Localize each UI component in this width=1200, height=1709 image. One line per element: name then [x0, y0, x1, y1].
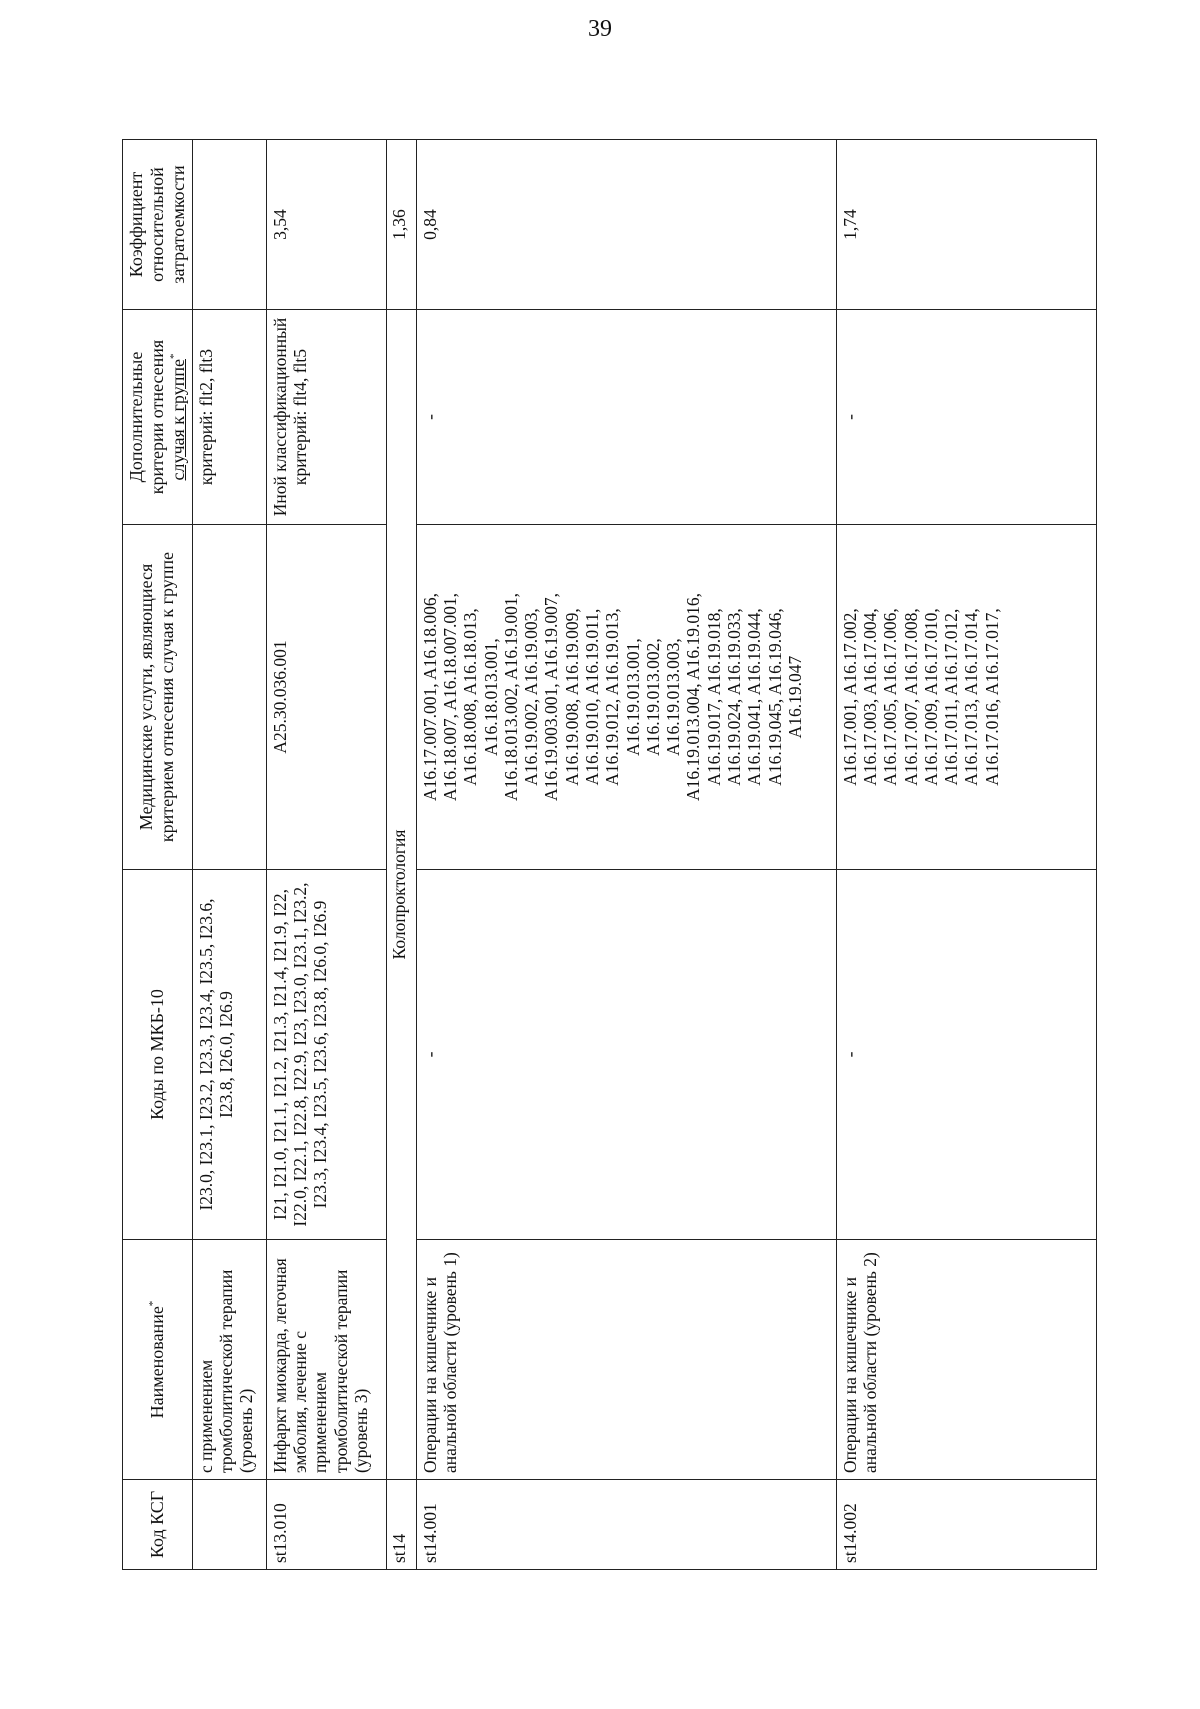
cell-name: Операции на кишечнике и анальной области (уровень 1)	[416, 1240, 836, 1480]
cell-coef: 3,54	[266, 140, 386, 310]
header-name: Наименование*	[123, 1240, 193, 1480]
cell-name: Операции на кишечнике и анальной области (уровень 2)	[836, 1240, 1096, 1480]
cell-code: st14	[386, 1480, 416, 1570]
cell-med: A16.17.001, A16.17.002, A16.17.003, A16.17.004, A16.17.005, A16.17.006, A16.17.007, A16.17.008, A16.17.009, A16.17.010, A16.17.011, A16.17.012, A16.17.013, A16.17.014, A16.17.016, A16.17.017,	[836, 525, 1096, 870]
table-row	[836, 140, 1096, 1570]
cell-criteria: Иной классификационный критерий: flt4, flt5	[266, 310, 386, 525]
cell-icd: I21, I21.0, I21.1, I21.2, I21.3, I21.4, I21.9, I22, I22.0, I22.1, I22.8, I22.9, I23, I23.0, I23.1, I23.2, I23.3, I23.4, I23.5, I23.6, I23.8, I26.0, I26.9	[266, 870, 386, 1240]
cell-code: st13.010	[266, 1480, 386, 1570]
header-coefficient: Коэффициент относительной затратоемкости	[123, 140, 193, 310]
cell-code: st14.002	[836, 1480, 1096, 1570]
table-row-section	[386, 140, 416, 1570]
cell-coef	[192, 140, 266, 310]
ksg-table-rotated	[122, 140, 1090, 1570]
cell-name: с применением тромболитической терапии (уровень 2)	[192, 1240, 266, 1480]
cell-criteria: -	[836, 310, 1096, 525]
page-number: 39	[588, 16, 612, 42]
cell-med: A25.30.036.001	[266, 525, 386, 870]
table-row	[266, 140, 386, 1570]
table-row	[416, 140, 836, 1570]
cell-coef: 1,36	[386, 140, 416, 310]
header-criteria: Дополнительные критерии отнесения случая к группе*	[123, 310, 193, 525]
cell-med	[192, 525, 266, 870]
cell-name: Инфаркт миокарда, легочная эмболия, лечение с применением тромболитической терапии (уровень 3)	[266, 1240, 386, 1480]
cell-code	[192, 1480, 266, 1570]
table-header-row	[123, 140, 193, 1570]
cell-icd: I23.0, I23.1, I23.2, I23.3, I23.4, I23.5, I23.6, I23.8, I26.0, I26.9	[192, 870, 266, 1240]
cell-criteria: -	[416, 310, 836, 525]
ksg-table	[122, 139, 1097, 1570]
cell-coef: 1,74	[836, 140, 1096, 310]
header-med-services: Медицинские услуги, являющиеся критерием отнесения случая к группе	[123, 525, 193, 870]
cell-icd: -	[836, 870, 1096, 1240]
cell-criteria: критерий: flt2, flt3	[192, 310, 266, 525]
table-row	[192, 140, 266, 1570]
section-title: Колопроктология	[386, 310, 416, 1480]
cell-icd: -	[416, 870, 836, 1240]
cell-code: st14.001	[416, 1480, 836, 1570]
header-code: Код КСГ	[123, 1480, 193, 1570]
cell-med: A16.17.007.001, A16.18.006, A16.18.007, A16.18.007.001, A16.18.008, A16.18.013, A16.18.013.001, A16.18.013.002, A16.19.001, A16.19.002, A16.19.003, A16.19.003.001, A16.19.007, A16.19.008, A16.19.009, A16.19.010, A16.19.011, A16.19.012, A16.19.013, A16.19.013.001, A16.19.013.002, A16.19.013.003, A16.19.013.004, A16.19.016, A16.19.017, A16.19.018, A16.19.024, A16.19.033, A16.19.041, A16.19.044, A16.19.045, A16.19.046, A16.19.047	[416, 525, 836, 870]
cell-coef: 0,84	[416, 140, 836, 310]
header-icd: Коды по МКБ-10	[123, 870, 193, 1240]
